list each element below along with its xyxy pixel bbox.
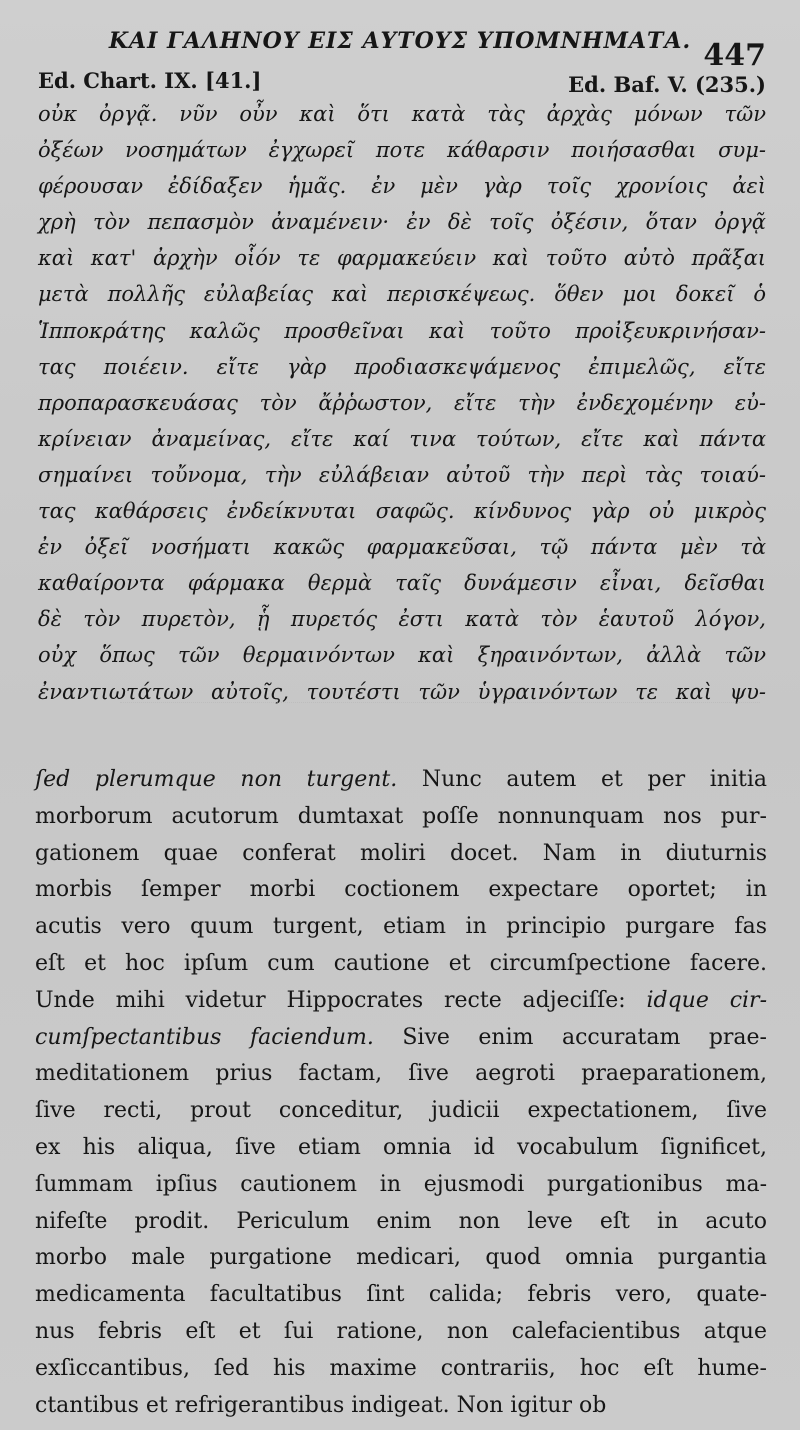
latin-line [35, 762, 767, 799]
greek-line: ἐν ὀξεῖ νοσήματι κακῶς φαρμακεῦσαι, τῷ πάντα μὲν τὰ [38, 535, 766, 560]
page-number: 447 [703, 38, 766, 73]
latin-line: ſive recti, prout conceditur, judicii expectationem, ſive [35, 1098, 767, 1124]
greek-line: οὐκ ὀργᾷ. νῦν οὖν καὶ ὅτι κατὰ τὰς ἀρχὰς μόνων τῶν [38, 102, 766, 126]
latin-line: gationem quae conferat moliri docet. Nam in diuturnis [35, 840, 767, 866]
latin-line: eſt et hoc ipſum cum cautione et circumſpectione facere. [35, 950, 767, 976]
latin-line: acutis vero quum turgent, etiam in principio purgare fas [35, 914, 767, 940]
italic-lemma: ſed plerumque non turgent. [35, 767, 398, 792]
latin-line [35, 1020, 767, 1057]
latin-line: meditationem prius factam, ſive aegroti praeparationem, [35, 1061, 767, 1087]
greek-line: ἐναντιωτάτων αὐτοῖς, τουτέστι τῶν ὑγραινόντων τε καὶ ψυ- [38, 679, 766, 704]
greek-line: οὐχ ὅπως τῶν θερμαινόντων καὶ ξηραινόντων, ἀλλὰ τῶν [38, 643, 766, 668]
italic-quotation: idque cir- [646, 987, 767, 1013]
greek-line: τας καθάρσεις ἐνδείκνυται σαφῶς. κίνδυνος γὰρ οὐ μικρὸς [38, 499, 766, 524]
greek-line: μετὰ πολλῆς εὐλαβείας καὶ περισκέψεως. ὅθεν μοι δοκεῖ ὁ [38, 282, 766, 307]
latin-line: exſiccantibus, ſed his maxime contrariis, hoc eſt hume- [35, 1355, 767, 1381]
greek-line: χρὴ τὸν πεπασμὸν ἀναμένειν· ἐν δὲ τοῖς ὀξέσιν, ὅταν ὀργᾷ [38, 210, 766, 235]
latin-line: medicamenta facultatibus ſint calida; febris vero, quate- [35, 1282, 767, 1308]
greek-text-block [38, 96, 766, 710]
greek-line: φέρουσαν ἐδίδαξεν ἡμᾶς. ἐν μὲν γὰρ τοῖς χρονίοις ἀεὶ [38, 174, 766, 199]
latin-run: Sive enim accuratam prae- [402, 1024, 767, 1050]
latin-line [35, 983, 767, 1020]
greek-line: σημαίνει τοὔνομα, τὴν εὐλάβειαν αὐτοῦ τὴν περὶ τὰς τοιαύ- [38, 462, 766, 487]
latin-run: Nunc autem et per initia [421, 767, 767, 792]
greek-line: κρίνειαν ἀναμείνας, εἴτε καί τινα τούτων, εἴτε καὶ πάντα [38, 426, 766, 451]
greek-line: τας ποιέειν. εἴτε γὰρ προδιασκεψάμενος ἐπιμελῶς, εἴτε [38, 354, 766, 379]
latin-line: morbo male purgatione medicari, quod omnia purgantia [35, 1245, 767, 1271]
italic-quotation: cumſpectantibus faciendum. [35, 1024, 374, 1050]
greek-line: Ἱπποκράτης καλῶς προσθεῖναι καὶ τοῦτο προἰξευκρινήσαν- [38, 318, 766, 343]
greek-line: καὶ κατ' ἀρχὴν οἷόν τε φαρμακεύειν καὶ τοῦτο αὐτὸ πρᾶξαι [38, 246, 766, 271]
greek-line: προπαρασκευάσας τὸν ἄῤῥωστον, εἴτε τὴν ἐνδεχομένην εὐ- [38, 390, 766, 415]
latin-line: ex his aliqua, ſive etiam omnia id vocabulum ſignificet, [35, 1134, 767, 1160]
latin-line: nus febris eſt et ſui ratione, non calefacientibus atque [35, 1318, 767, 1344]
edition-reference-left: Ed. Chart. IX. [41.] [38, 68, 262, 93]
latin-line: morbis ſemper morbi coctionem expectare oportet; in [35, 877, 767, 903]
latin-line: morborum acutorum dumtaxat poſſe nonnunquam nos pur- [35, 803, 767, 829]
running-title: ΚΑΙ ΓΑΛΗΝΟΥ ΕΙΣ ΑΥΤΟΥΣ ΥΠΟΜΝΗΜΑΤΑ. [108, 28, 692, 54]
latin-line: nifeſte prodit. Periculum enim non leve eſt in acuto [35, 1208, 767, 1234]
greek-line: δὲ τὸν πυρετὸν, ᾗ πυρετός ἐστι κατὰ τὸν ἑαυτοῦ λόγον, [38, 607, 766, 632]
greek-line: καθαίροντα φάρμακα θερμὰ ταῖς δυνάμεσιν εἶναι, δεῖσθαι [38, 571, 766, 596]
show-through-line [120, 702, 760, 717]
latin-text-block [35, 762, 767, 1424]
latin-run: Unde mihi videtur Hippocrates recte adjeciſſe: [35, 987, 626, 1013]
greek-line: ὀξέων νοσημάτων ἐγχωρεῖ ποτε κάθαρσιν ποιήσασθαι συμ- [38, 138, 766, 163]
latin-line: ctantibus et refrigerantibus indigeat. Non igitur ob [35, 1392, 607, 1418]
edition-reference-right: Ed. Baf. V. (235.) [568, 72, 766, 97]
latin-line: ſummam ipſius cautionem in ejusmodi purgationibus ma- [35, 1171, 767, 1197]
